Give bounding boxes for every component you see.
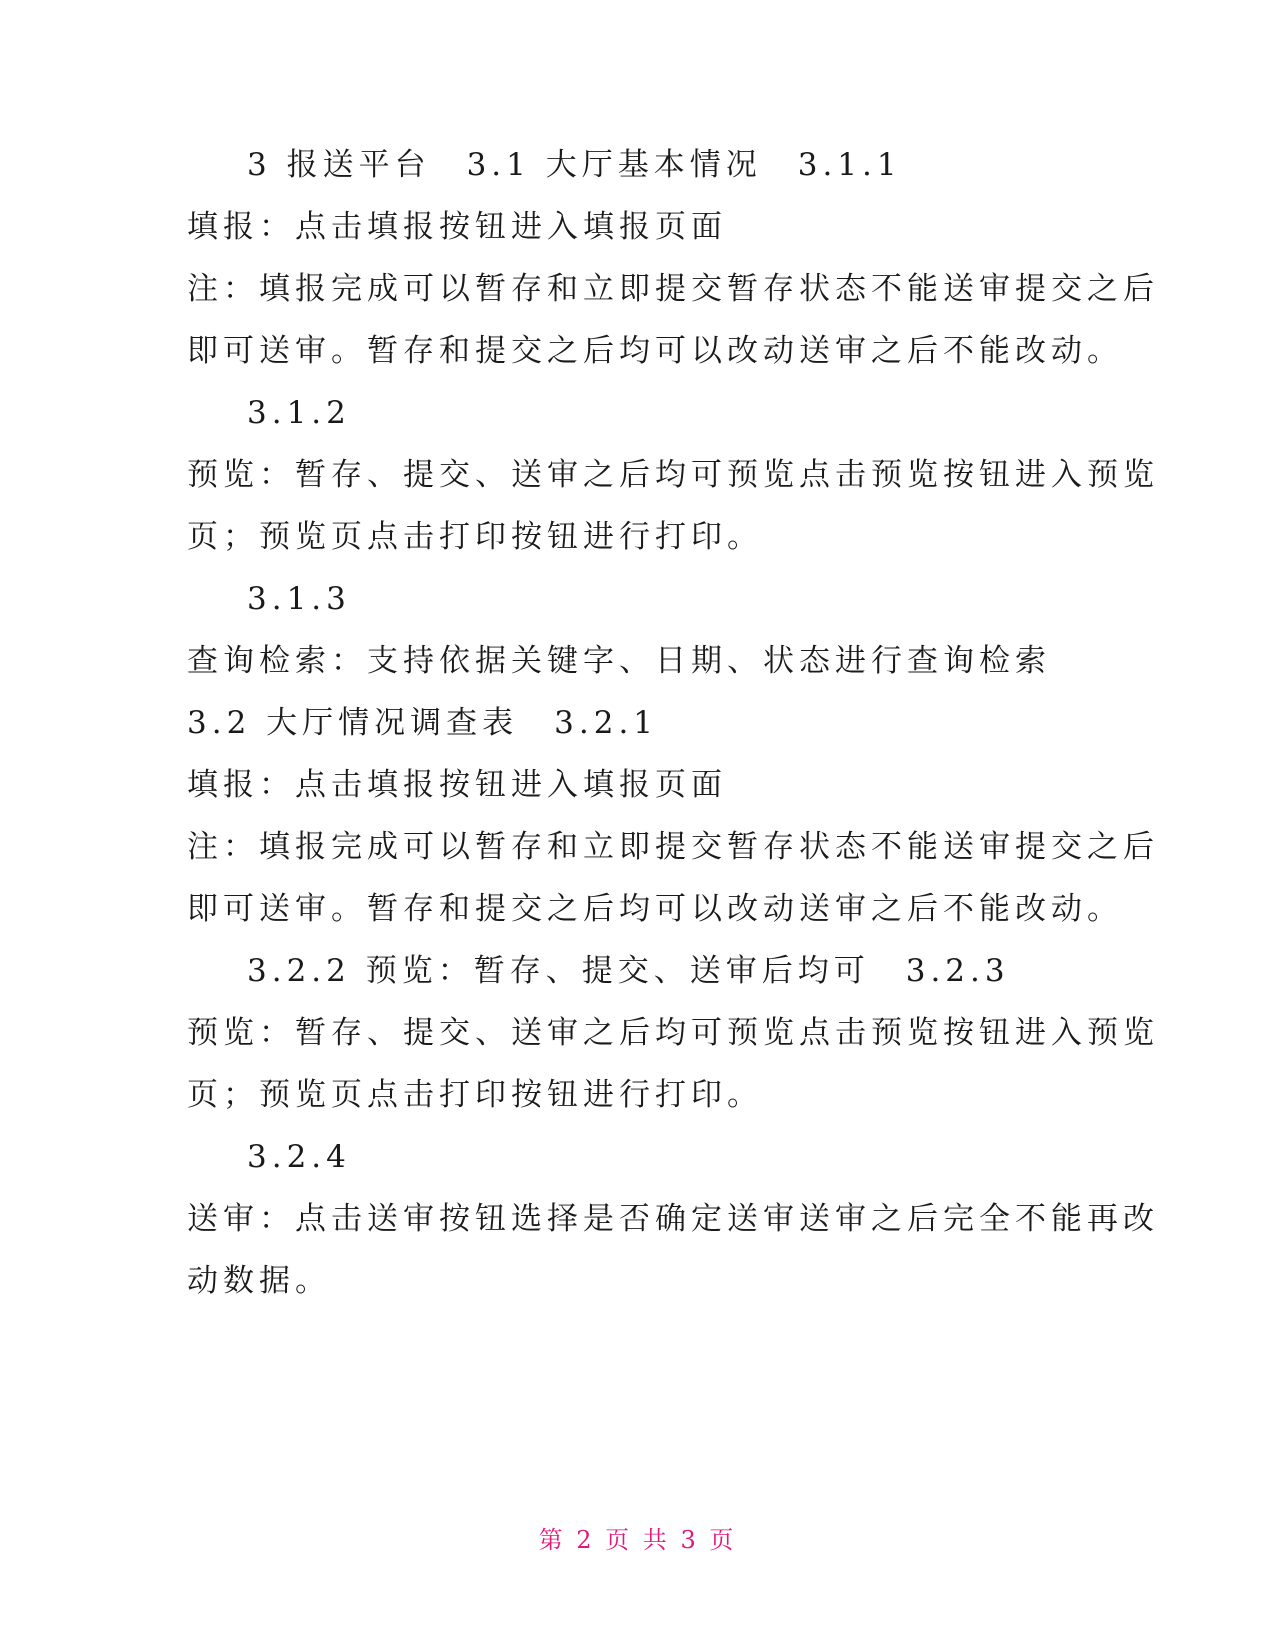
paragraph-line: 页；预览页点击打印按钮进行打印。 [187, 1077, 763, 1113]
section-number-3-2-4: 3.2.4 [247, 1139, 351, 1175]
paragraph-line: 动数据。 [187, 1263, 331, 1299]
footer-prefix: 第 [538, 1526, 566, 1554]
paragraph-line: 即可送审。暂存和提交之后均可以改动送审之后不能改动。 [187, 333, 1123, 369]
paragraph-line: 即可送审。暂存和提交之后均可以改动送审之后不能改动。 [187, 891, 1123, 927]
page-footer [0, 1525, 1275, 1555]
paragraph-line: 送审：点击送审按钮选择是否确定送审送审之后完全不能再改 [187, 1201, 1159, 1237]
paragraph-line: 页；预览页点击打印按钮进行打印。 [187, 519, 763, 555]
paragraph-line: 填报：点击填报按钮进入填报页面 [187, 209, 727, 245]
footer-total-pages: 3 [680, 1526, 699, 1554]
paragraph-line: 预览：暂存、提交、送审之后均可预览点击预览按钮进入预览 [187, 457, 1159, 493]
paragraph-line: 注：填报完成可以暂存和立即提交暂存状态不能送审提交之后 [187, 829, 1159, 865]
paragraph-line: 预览：暂存、提交、送审之后均可预览点击预览按钮进入预览 [187, 1015, 1159, 1051]
section-number-3-1-3: 3.1.3 [247, 581, 351, 617]
heading-line-3-1-1: 3 报送平台 3.1 大厅基本情况 3.1.1 [247, 147, 902, 183]
heading-line-3-2-1: 3.2 大厅情况调查表 3.2.1 [187, 705, 659, 741]
paragraph-line: 注：填报完成可以暂存和立即提交暂存状态不能送审提交之后 [187, 271, 1159, 307]
footer-suffix: 页 [709, 1526, 737, 1554]
section-line-3-2-2: 3.2.2 预览：暂存、提交、送审后均可 3.2.3 [247, 953, 1010, 989]
footer-middle: 页 共 [605, 1526, 670, 1554]
paragraph-line: 查询检索：支持依据关键字、日期、状态进行查询检索 [187, 643, 1051, 679]
paragraph-line: 填报：点击填报按钮进入填报页面 [187, 767, 727, 803]
section-number-3-1-2: 3.1.2 [247, 395, 351, 431]
footer-current-page: 2 [576, 1526, 595, 1554]
